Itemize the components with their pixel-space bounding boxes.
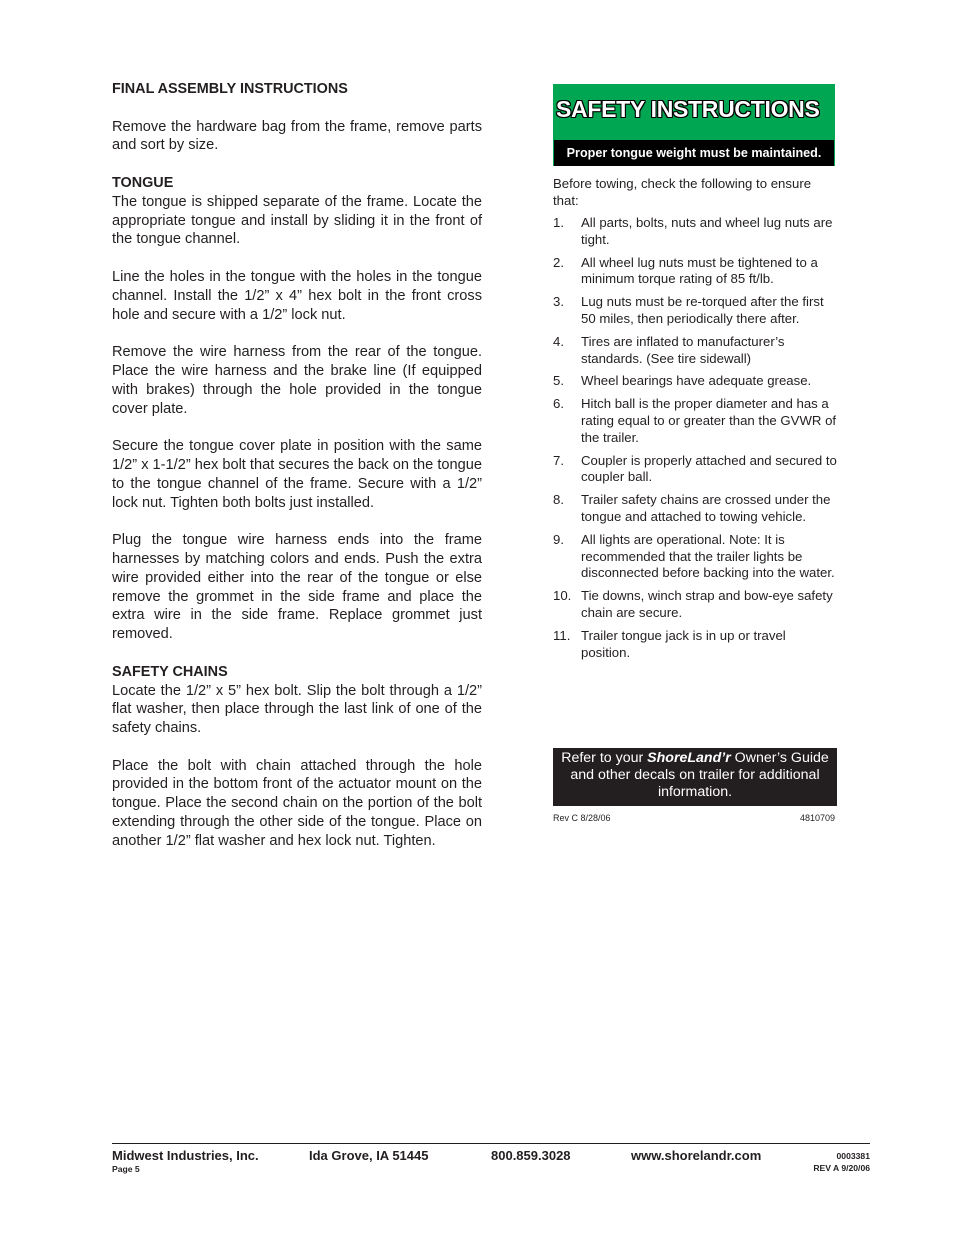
footer-location: Ida Grove, IA 51445 — [309, 1148, 429, 1163]
final-assembly-paragraph: Remove the hardware bag from the frame, remove parts and sort by size. — [112, 118, 482, 154]
checklist-number: 4. — [553, 333, 564, 349]
safety-chains-paragraph-2: Place the bolt with chain attached through the hole provided in the bottom front of the actuator mount on the tongue. Place the second chain on the portion of the bolt extending through the other side of the tongue. Place on another 1/2” flat washer and hex lock nut. Tighten. — [112, 757, 482, 849]
safety-title: SAFETY INSTRUCTIONS — [556, 96, 820, 122]
checklist-number: 9. — [553, 531, 564, 547]
tongue-paragraph-2: Line the holes in the tongue with the holes in the tongue channel. Install the 1/2” x 4” hex bolt in the front cross hole and secure with a 1/2” lock nut. — [112, 268, 482, 323]
checklist-text: All wheel lug nuts must be tightened to a minimum torque rating of 85 ft/lb. — [581, 254, 818, 287]
checklist-number: 6. — [553, 396, 564, 412]
checklist-item — [553, 215, 838, 249]
footer-divider — [112, 1143, 870, 1144]
checklist-item — [553, 588, 838, 622]
footer-website: www.shorelandr.com — [631, 1148, 762, 1163]
checklist-text: Coupler is properly attached and secured to coupler ball. — [581, 452, 837, 485]
checklist-text: Trailer tongue jack is in up or travel position. — [581, 627, 786, 660]
checklist-item — [553, 453, 838, 487]
checklist-text: Tires are inflated to manufacturer’s standards. (See tire sidewall) — [581, 333, 785, 366]
safety-intro: Before towing, check the following to ensure that: — [553, 176, 812, 208]
refer-pre: Refer to your — [561, 750, 648, 766]
tongue-paragraph-4: Secure the tongue cover plate in position with the same 1/2” x 1-1/2” hex bolt that secures the back on the tongue to the tongue channel of the frame. Secure with a 1/2” lock nut. Tighten both bolts just installed. — [112, 438, 482, 511]
decal-revision: Rev C 8/28/06 — [553, 813, 611, 823]
checklist-number: 11. — [553, 627, 571, 643]
checklist-number: 2. — [553, 254, 564, 270]
safety-chains-heading: SAFETY CHAINS — [112, 663, 228, 680]
checklist-item — [553, 334, 838, 368]
safety-instructions-banner — [553, 84, 835, 166]
checklist-item — [553, 373, 838, 390]
footer-page-number: Page 5 — [112, 1164, 140, 1174]
brand-name: ShoreLand’r — [647, 750, 731, 766]
tongue-paragraph-5: Plug the tongue wire harness ends into the frame harnesses by matching colors and ends. Push the extra wire provided either into the rear of the tongue or else remove the grommet in the side frame and place the extra wire in the side frame. Replace grommet just removed. — [112, 532, 482, 643]
checklist-item — [553, 294, 838, 328]
decal-code: 4810709 — [800, 813, 836, 823]
checklist-item — [553, 532, 838, 582]
refer-post: Owner’s Guide and other decals on trailer for additional information. — [570, 750, 829, 800]
checklist-item — [553, 492, 838, 526]
checklist-number: 10. — [553, 588, 572, 604]
tongue-paragraph-3: Remove the wire harness from the rear of the tongue. Place the wire harness and the brake line (If equipped with brakes) through the hole provided in the tongue cover plate. — [112, 344, 482, 417]
checklist-text: All lights are operational. Note: It is recommended that the trailer lights be disconnected before backing into the water. — [581, 531, 835, 581]
safety-subtitle: Proper tongue weight must be maintained. — [554, 140, 834, 166]
safety-chains-paragraph-1: Locate the 1/2” x 5” hex bolt. Slip the bolt through a 1/2” flat washer, then place through the last link of one of the safety chains. — [112, 682, 482, 737]
final-assembly-heading: FINAL ASSEMBLY INSTRUCTIONS — [112, 81, 348, 97]
footer-company: Midwest Industries, Inc. — [112, 1148, 259, 1163]
checklist-item — [553, 396, 838, 446]
checklist-text: Trailer safety chains are crossed under the tongue and attached to towing vehicle. — [581, 492, 831, 524]
checklist-text: All parts, bolts, nuts and wheel lug nuts are tight. — [581, 215, 833, 247]
footer-doc-number: 0003381 — [836, 1151, 870, 1161]
checklist-item — [553, 255, 838, 289]
checklist-text: Tie downs, winch strap and bow-eye safety chain are secure. — [581, 588, 833, 620]
checklist-number: 5. — [553, 373, 564, 389]
safety-checklist — [553, 215, 838, 661]
footer-revision: REV A 9/20/06 — [813, 1163, 870, 1173]
checklist-text: Lug nuts must be re-torqued after the first 50 miles, then periodically there after. — [581, 294, 824, 326]
checklist-number: 1. — [553, 215, 564, 230]
checklist-number: 7. — [553, 452, 564, 468]
tongue-heading: TONGUE — [112, 174, 174, 191]
checklist-text: Hitch ball is the proper diameter and has a rating equal to or greater than the GVWR of the trailer. — [581, 396, 837, 445]
checklist-text: Wheel bearings have adequate grease. — [581, 373, 812, 389]
checklist-number: 3. — [553, 294, 564, 310]
refer-notice — [553, 748, 837, 806]
safety-header — [553, 84, 835, 166]
checklist-item — [553, 628, 838, 662]
footer-phone: 800.859.3028 — [491, 1148, 571, 1163]
assembly-instructions — [112, 80, 482, 851]
checklist-number: 8. — [553, 492, 564, 508]
tongue-paragraph-1: The tongue is shipped separate of the frame. Locate the appropriate tongue and install by sliding it in the front of the tongue channel. — [112, 193, 482, 248]
